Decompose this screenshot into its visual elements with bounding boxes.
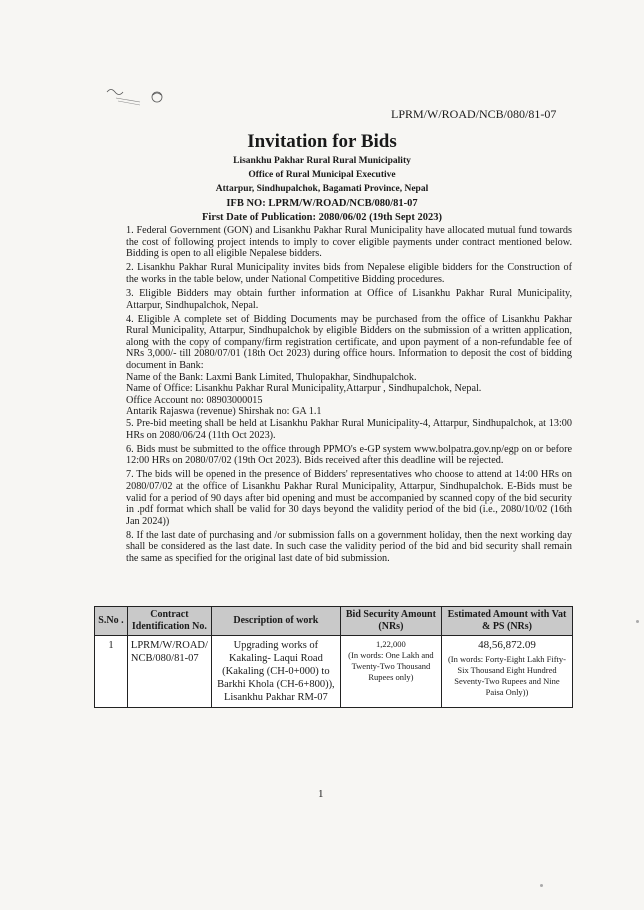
bid-notice-body: [126, 225, 572, 567]
page-title: Invitation for Bids: [247, 131, 397, 152]
paragraph-7: 7. The bids will be opened in the presence of Bidders' representatives who choose to attend at 14:00 HRs on 2080/07/02 at the office of Lisankhu Pakhar Rural Municipality, Attarpur, Sindhupalchok. E-Bids must be valid for a period of 90 days after bid opening and must be accompanied by scanned copy of the bid security in .pdf format which shall be valid for 30 days beyond the validity period of the bid (i.e., 2080/10/02 (16th Jan 2024)): [126, 469, 572, 527]
paragraph-5: 5. Pre-bid meeting shall be held at Lisankhu Pakhar Rural Municipality-4, Attarpur, Sindhupalchok, at 13:00 HRs on 2080/06/24 (11th Oct 2023).: [126, 418, 572, 441]
ifb-number: IFB NO: LPRM/W/ROAD/NCB/080/81-07: [226, 198, 418, 209]
bank-name: Name of the Bank: Laxmi Bank Limited, Thulopakhar, Sindhupalchok.: [126, 371, 417, 383]
office-name: Office of Rural Municipal Executive: [248, 170, 396, 180]
scan-speck: [636, 620, 639, 623]
scan-speck: [540, 884, 543, 887]
cell-description: Upgrading works of Kakaling- Laqui Road (Kakaling (CH-0+000) to Barkhi Khola (CH-6+800)), Lisankhu Pakhar RM-07: [211, 636, 340, 708]
bid-table: [94, 606, 573, 708]
estimated-amount: 48,56,872.09: [478, 639, 536, 651]
header-bid-security: Bid Security Amount (NRs): [340, 607, 441, 636]
municipality-name: Lisankhu Pakhar Rural Rural Municipality: [233, 156, 411, 166]
header-estimated-amount: Estimated Amount with Vat & PS (NRs): [441, 607, 572, 636]
header-contract-id: Contract Identification No.: [127, 607, 211, 636]
paragraph-8: 8. If the last date of purchasing and /or submission falls on a government holiday, then the next working day shall be considered as the last date. In such case the validity period of the bid and bid security shall remain the same as specified for the original last date of bid submission.: [126, 529, 572, 565]
paragraph-3: 3. Eligible Bidders may obtain further information at Office of Lisankhu Pakhar Rural Municipality, Attarpur, Sindhupalchok, Nepal.: [126, 287, 572, 311]
reference-number: LPRM/W/ROAD/NCB/080/81-07: [391, 107, 557, 121]
header-sno: S.No .: [95, 607, 128, 636]
estimated-amount-words: (In words: Forty-Eight Lakh Fifty-Six Thousand Eight Hundred Seventy-Two Rupees and Nine Paisa Only)): [447, 654, 566, 697]
paragraph-2: 2. Lisankhu Pakhar Rural Municipality invites bids from Nepalese eligible bidders for the Construction of the works in the table below, under National Competitive Bidding procedures.: [126, 262, 572, 285]
cell-estimated-amount: [441, 636, 572, 708]
table-row: [95, 636, 573, 708]
cell-contract-id: LPRM/W/ROAD/ NCB/080/81-07: [127, 636, 211, 708]
publication-date: First Date of Publication: 2080/06/02 (19th Sept 2023): [201, 212, 443, 223]
bid-security-words: (In words: One Lakh and Twenty-Two Thousand Rupees only): [348, 650, 434, 682]
bid-security-amount: 1,22,000: [376, 639, 406, 649]
revenue-heading: Antarik Rajaswa (revenue) Shirshak no: GA 1.1: [126, 406, 322, 418]
office-account: Office Account no: 08903000015: [126, 394, 263, 406]
page-number: 1: [318, 788, 324, 800]
cell-sno: 1: [95, 636, 128, 708]
paragraph-4: 4. Eligible A complete set of Bidding Documents may be purchased from the office of Lisankhu Pakhar Rural Municipality, Attarpur, Sindhupalchok by eligible Bidders on the submission of a written application, along with the copy of company/firm registration certificate, and upon payment of a non-refundable fee of NRs 3,000/- till 2080/07/01 (18th Oct 2023) during office hours. Information to deposit the cost of bidding document in Bank:: [126, 313, 572, 372]
paragraph-1: 1. Federal Government (GON) and Lisankhu Pakhar Rural Municipality have allocated mutual fund towards the cost of following project intends to imply to cover eligible payments under contract mentioned below. Bidding is open to all eligible Nepalese bidders.: [126, 225, 572, 260]
cell-bid-security: [340, 636, 441, 708]
stamp-signature-logo: [104, 86, 166, 108]
office-name-line: Name of Office: Lisankhu Pakhar Rural Municipality,Attarpur , Sindhupalchok, Nepal.: [126, 383, 482, 395]
header-description: Description of work: [211, 607, 340, 636]
office-address: Attarpur, Sindhupalchok, Bagamati Province, Nepal: [215, 184, 429, 194]
paragraph-6: 6. Bids must be submitted to the office through PPMO's e-GP system www.bolpatra.gov.np/egp on or before 12:00 HRs on 2080/07/02 (19th Oct 2023). Bids received after this deadline will be rejected.: [126, 443, 572, 467]
